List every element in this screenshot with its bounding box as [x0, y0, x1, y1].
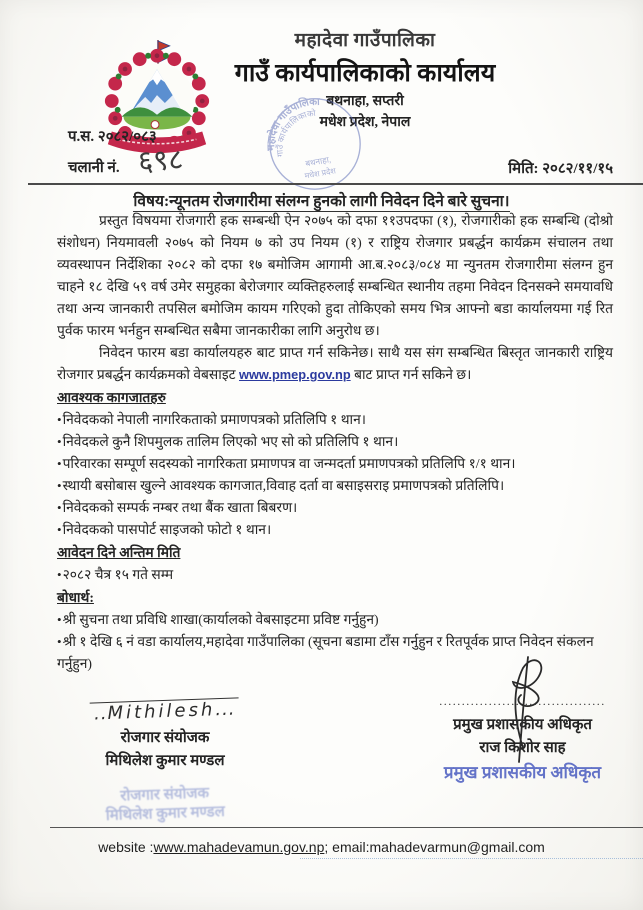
stamp-line3: बथनाहा, — [304, 154, 332, 169]
list-item: • श्री सुचना तथा प्रविधि शाखा(कार्यालको वेबसाइटमा प्रविष्ट गर्नुहुन) — [57, 609, 613, 631]
perforation-dotted-line — [300, 858, 643, 859]
body-paragraph-1: प्रस्तुत विषयमा रोजगारी हक सम्बन्धी ऐन २०७५ को दफा ११उपदफा (१), रोजगारीको हक सम्बन्धि (दोश्रो संशोधन) नियमावली २०७५ को नियम ७ को उप नियम (१) र राष्ट्रिय रोजगार प्रबर्द्धन कार्यक्रम संचालन तथा व्यवस्थापन निर्देशिका २०८२ को दफा १७ बमोजिम आगामी आ.ब.२०८३/०८४ मा न्युनतम रोजगारीमा संलग्न हुन चाहने १८ देखि ५९ वर्ष उमेर समुहका बेरोजगार व्यक्तिहरुलाई सम्बन्धित स्थानीय तहमा निवेदन दिनसक्ने समयावधि तथा अन्य जानकारी तपसिल बमोजिम कायम गरिएको हुदा तोकिएको समय भित्र आफ्नो बडा कार्यालयमा गई रित पुर्वक फारम भर्नहुन सम्बन्धित सबैमा जानकारीका लागि अनुरोध छ। — [57, 213, 613, 338]
bodhartha-heading: बोधार्थ: — [57, 590, 94, 605]
signatory-title: रोजगार संयोजक — [120, 730, 210, 746]
list-item: • निवेदकको नेपाली नागरिकताको प्रमाणपत्रको प्रतिलिपि १ थान। — [57, 409, 613, 431]
footer-divider — [50, 827, 643, 828]
signature-block-employment-coordinator — [55, 700, 275, 824]
list-item: • स्थायी बसोबास खुल्ने आवश्यक कागजात,विवाह दर्ता वा बसाइसराइ प्रमाणपत्रको प्रतिलिपि। — [57, 475, 613, 497]
stamp-arc-text: महादेवा गाउँपालिका — [266, 96, 320, 151]
required-docs-list — [57, 409, 613, 541]
pmep-website-link[interactable]: www.pmep.gov.np — [239, 367, 351, 382]
office-name: गाउँ कार्यपालिकाको कार्यालय — [234, 60, 496, 87]
body-paragraph-2: निवेदन फारम बडा कार्यालयहरु बाट प्राप्त गर्न सकिनेछ। साथै यस संग सम्बन्धित बिस्तृत जानकारी राष्ट्रिय रोजगार प्रबर्द्धन कार्यक्रमको वेबसाइट www.pmep.gov.np बाट प्राप्त गर्न सकिने छ। — [57, 345, 613, 382]
handwritten-signature-left: .. Mithilesh ... — [90, 697, 240, 724]
letter-body — [57, 210, 613, 675]
ink-stamp-left: रोजगार संयोजक मिथिलेश कुमार मण्डल — [105, 785, 226, 825]
signature-block-chief-administrative-officer — [415, 694, 630, 783]
address-line2: मधेश प्रदेश, नेपाल — [319, 115, 411, 130]
header-divider — [28, 183, 643, 185]
deadline-heading: आवेदन दिने अन्तिम मिति — [57, 545, 181, 560]
list-item: • निवेदकको सम्पर्क नम्बर तथा बैंक खाता बिबरण। — [57, 497, 613, 519]
deadline-list — [57, 564, 613, 586]
stamp-arc-text2: गाउँ कार्यपालिकाको — [274, 107, 317, 158]
stamp-line4: मधेश प्रदेश — [303, 166, 337, 181]
list-item: • निवेदकले कुनै शिपमुलक तालिम लिएको भए सो को प्रतिलिपि १ थान। — [57, 431, 613, 453]
list-item: • श्री १ देखि ६ नं वडा कार्यालय,महादेवा गाउँपालिका (सूचना बडामा टाँस गर्नुहुन र रितपूर्वक प्राप्त निवेदन संकलन गर्नुहुन) — [57, 631, 613, 675]
chalani-number-handwritten: ६९८ — [137, 141, 185, 179]
chalani-label: चलानी नं. — [68, 160, 120, 176]
signatory-name: मिथिलेश कुमार मण्डल — [105, 753, 225, 769]
signature-dotted-line: ..................................... — [439, 694, 606, 708]
subject-line: विषय:न्यूनतम रोजगारीमा संलग्न हुनको लागी निवेदन दिने बारे सुचना। — [133, 193, 510, 210]
signatory-name: राज किशोर साह — [479, 740, 566, 756]
letter-date: मिति: २०८२/११/१५ — [508, 161, 613, 177]
letterhead — [150, 26, 580, 131]
list-item: • परिवारका सम्पूर्ण सदस्यको नागरिकता प्रमाणपत्र वा जन्मदर्ता प्रमाणपत्रको प्रतिलिपि १/१ थान। — [57, 453, 613, 475]
website-label: website : — [98, 839, 154, 855]
list-item: • २०८२ चैत्र १५ गते सम्म — [57, 564, 613, 586]
municipality-website-link[interactable]: www.mahadevamun.gov.np — [153, 839, 325, 855]
email-text: ; email:mahadevarmun@gmail.com — [324, 839, 545, 855]
municipality-name: महादेवा गाउँपालिका — [294, 30, 436, 51]
footer-contact — [0, 839, 643, 855]
signatory-title: प्रमुख प्रशासकीय अधिकृत — [453, 717, 592, 733]
list-item: • निवेदकको पासपोर्ट साइजको फोटो १ थान। — [57, 519, 613, 541]
address-line1: बथनाहा, सप्तरी — [326, 94, 404, 109]
ink-stamp-right: प्रमुख प्रशासकीय अधिकृत — [443, 763, 602, 782]
reference-number: प.स. २०८२/०८३ — [68, 129, 157, 145]
required-docs-heading: आवश्यक कागजातहरु — [57, 390, 166, 405]
bodhartha-list — [57, 609, 613, 675]
